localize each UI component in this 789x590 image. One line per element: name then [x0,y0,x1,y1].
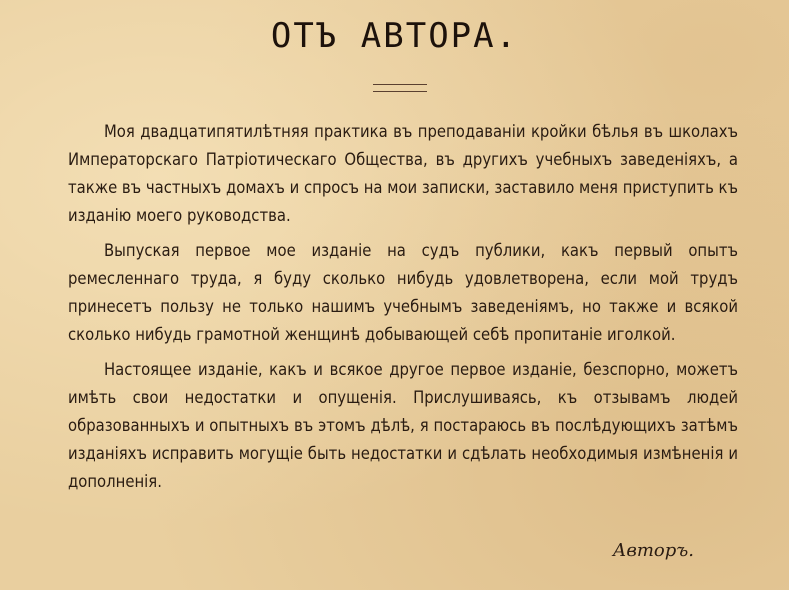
author-signature: Авторъ. [612,540,694,561]
paragraph-3: Настоящее изданіе, какъ и всякое другое первое изданіе, безспорно, можетъ имѣть свои недостатки и опущенія. Прислушиваясь, къ отзывамъ людей образованныхъ и опытныхъ въ этомъ дѣлѣ, я постараюсь въ послѣдующихъ затѣмъ изданіяхъ исправить могущіе быть недостатки и сдѣлать необходимыя измѣненія и дополненія. [68,360,738,491]
body-text [68,118,738,503]
paragraph-1: Моя двадцатипятилѣтняя практика въ преподаваніи кройки бѣлья въ школахъ Императорскаго Патріотическаго Общества, въ другихъ учебныхъ заведеніяхъ, а также въ частныхъ домахъ и спросъ на мои записки, заставило меня приступить къ изданію моего руководства. [68,122,738,225]
page-title: ОТЪ АВТОРА. [270,16,519,56]
title-divider [373,84,427,92]
paragraph-2: Выпуская первое мое изданіе на судъ публики, какъ первый опытъ ремесленнаго труда, я буду сколько нибудь удовлетворена, если мой трудъ принесетъ пользу не только нашимъ учебнымъ заведеніямъ, но также и всякой сколько нибудь грамотной женщинѣ добывающей себѣ пропитаніе иголкой. [68,241,738,344]
